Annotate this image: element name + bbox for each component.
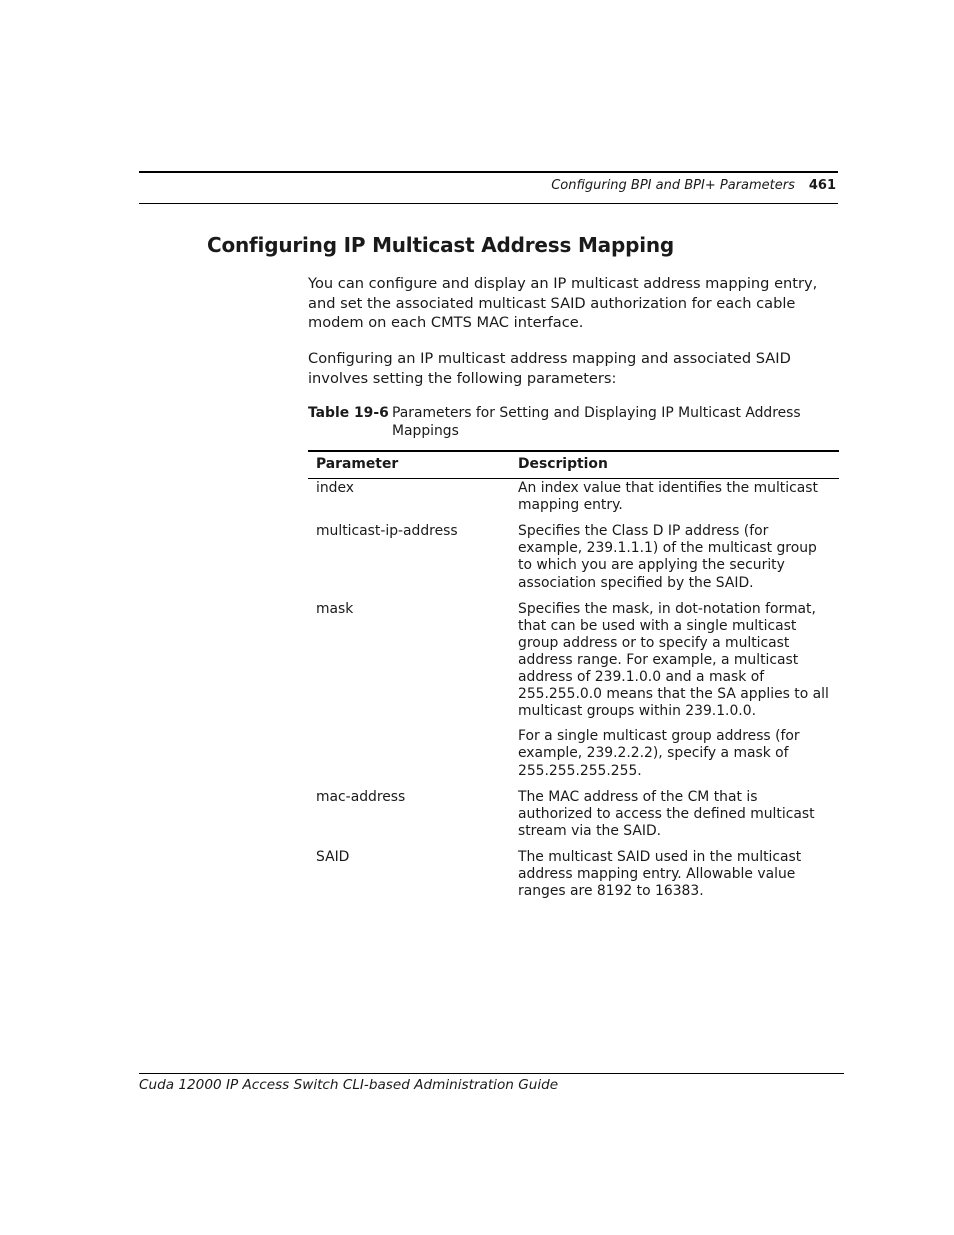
- parameter-description: [510, 788, 839, 848]
- table-row: [308, 600, 839, 788]
- parameter-name: index: [316, 480, 355, 497]
- parameter-name: mask: [316, 600, 354, 617]
- parameters-table: [308, 450, 839, 908]
- table-row: [308, 522, 839, 599]
- parameters-intro-paragraph: Configuring an IP multicast address mapping and associated SAID involves setting the following parameters:: [308, 350, 791, 387]
- header-top-rule: [139, 171, 838, 173]
- footer-rule: [139, 1073, 844, 1074]
- description-text: Specifies the Class D IP address (for example, 239.1.1.1) of the multicast group to which you are applying the security association specified by the SAID.: [518, 523, 817, 591]
- parameter-description: [510, 848, 839, 908]
- parameter-description: [510, 600, 839, 788]
- description-text: For a single multicast group address (for example, 239.2.2.2), specify a mask of 255.255.255.255.: [518, 728, 800, 779]
- table-row: [308, 479, 839, 523]
- description-text: The multicast SAID used in the multicast address mapping entry. Allowable value ranges are 8192 to 16383.: [518, 848, 802, 900]
- parameter-description: [510, 479, 839, 523]
- parameter-name: SAID: [316, 848, 350, 865]
- table-caption: [308, 405, 844, 440]
- description-text: The MAC address of the CM that is authorized to access the defined multicast stream via the SAID.: [518, 788, 815, 839]
- parameter-name: mac-address: [316, 788, 406, 805]
- description-text: Specifies the mask, in dot-notation format, that can be used with a single multicast group address or to specify a multicast address range. For example, a multicast address of 239.1.0.0 and a mask of 255.255.0.0 means that the SA applies to all multicast groups within 239.1.0.0.: [518, 600, 829, 720]
- column-header-description: Description: [510, 451, 839, 479]
- table-row: [308, 848, 839, 908]
- parameter-name: multicast-ip-address: [316, 523, 458, 540]
- parameter-description: [510, 522, 839, 599]
- intro-paragraph: You can configure and display an IP multicast address mapping entry, and set the associated multicast SAID authorization for each cable modem on each CMTS MAC interface.: [308, 275, 818, 331]
- section-heading: Configuring IP Multicast Address Mapping: [207, 233, 675, 257]
- page-number: 461: [808, 178, 836, 193]
- description-text: An index value that identifies the multicast mapping entry.: [518, 480, 818, 514]
- table-row: [308, 788, 839, 848]
- table-caption-text: Parameters for Setting and Displaying IP Multicast Address Mappings: [392, 405, 801, 439]
- running-header: [450, 178, 836, 194]
- column-header-parameter: Parameter: [308, 451, 510, 479]
- running-header-section-title: Configuring BPI and BPI+ Parameters: [551, 178, 795, 193]
- header-bottom-rule: [139, 203, 838, 204]
- table-label: Table 19-6: [308, 405, 389, 421]
- footer-guide-title: Cuda 12000 IP Access Switch CLI-based Administration Guide: [139, 1077, 559, 1093]
- table-header-row: [308, 451, 839, 479]
